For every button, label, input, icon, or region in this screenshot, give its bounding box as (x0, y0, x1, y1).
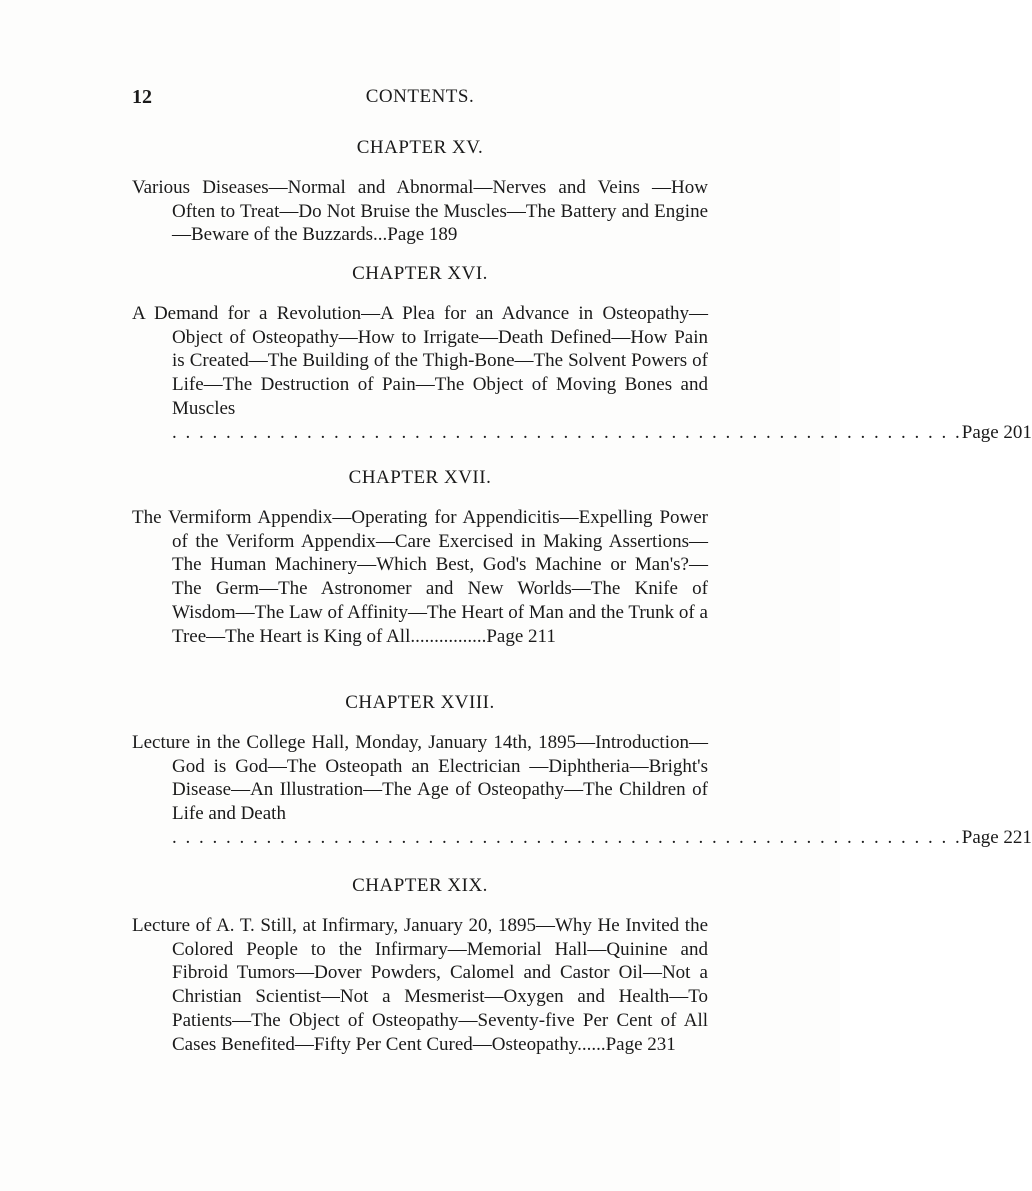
chapter-title: CHAPTER XVII. (348, 467, 492, 488)
dot-leader: . . . . . . . . . . . . . . . . . . . . . . . . . . . . . . . . . . . . . . . . . . . . . . . . . . . . . . . . . . . (172, 826, 962, 848)
running-title: CONTENTS. (365, 86, 475, 107)
page-reference-line (132, 421, 1032, 445)
page-reference: Page 221 (961, 826, 1032, 848)
page-reference: Page 201 (961, 421, 1032, 443)
chapter-title: CHAPTER XVIII. (345, 692, 495, 713)
chapter-summary: A Demand for a Revolution—A Plea for an Advance in Osteopathy—Object of Osteopathy—How to Irrigate—Death Defined—How Pain is Created—The Building of the Thigh-Bone—The Solvent Powers of Life—The Destruction of Pain—The Object of Moving Bones and Muscles (132, 303, 708, 419)
chapter-entry-18 (132, 691, 1032, 850)
chapter-summary: Lecture in the College Hall, Monday, January 14th, 1895—Introduction—God is God—The Osteopath an Electrician —Diphtheria—Bright's Disease—An Illustration—The Age of Osteopathy—The Children of Life and Death (132, 732, 708, 825)
chapter-entry-16 (132, 262, 1032, 444)
chapter-entry-15 (132, 136, 708, 247)
chapter-summary: Various Diseases—Normal and Abnormal—Nerves and Veins —How Often to Treat—Do Not Bruise the Muscles—The Battery and Engine—Beware of the Buzzards...Page 189 (132, 177, 708, 246)
chapter-title: CHAPTER XVI. (352, 263, 488, 284)
dot-leader: . . . . . . . . . . . . . . . . . . . . . . . . . . . . . . . . . . . . . . . . . . . . . . . . . . . . . . . . . . . (172, 421, 962, 443)
chapter-summary: The Vermiform Appendix—Operating for Appendicitis—Expelling Power of the Veriform Appendix—Care Exercised in Making Assertions—The Human Machinery—Which Best, God's Machine or Man's?—The Germ—The Astronomer and New Worlds—The Knife of Wisdom—The Law of Affinity—The Heart of Man and the Trunk of a Tree—The Heart is King of All................Page 211 (132, 507, 708, 647)
running-head (132, 86, 708, 116)
chapter-entry-17 (132, 466, 708, 648)
chapter-entry-19 (132, 874, 708, 1056)
page-reference-line (132, 826, 1032, 850)
page-number: 12 (132, 86, 152, 108)
chapter-summary: Lecture of A. T. Still, at Infirmary, January 20, 1895—Why He Invited the Colored People to the Infirmary—Memorial Hall—Quinine and Fibroid Tumors—Dover Powders, Calomel and Castor Oil—Not a Christian Scientist—Not a Mesmerist—Oxygen and Health—To Patients—The Object of Osteopathy—Seventy-five Per Cent of All Cases Benefited—Fifty Per Cent Cured—Osteopathy......Page 231 (132, 915, 708, 1055)
chapter-title: CHAPTER XV. (356, 137, 484, 158)
chapter-title: CHAPTER XIX. (352, 875, 488, 896)
